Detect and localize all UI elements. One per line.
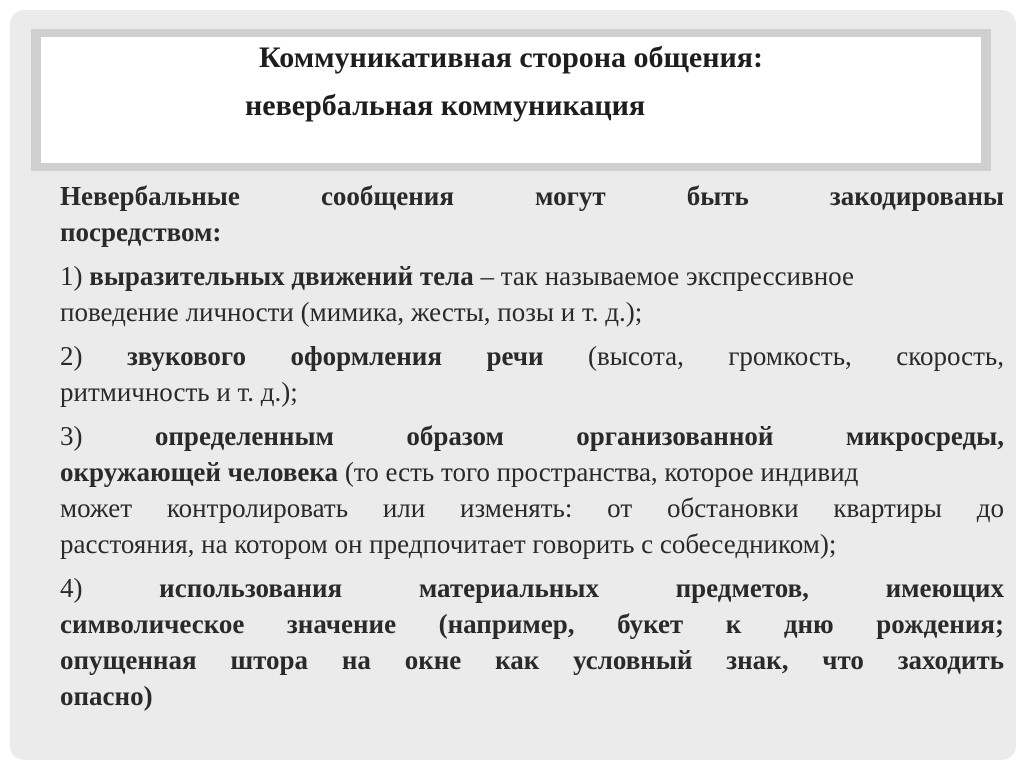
word: материальных (418, 573, 599, 603)
word: скорость, (896, 341, 1004, 371)
slide-body (60, 178, 1004, 722)
word: оформления (290, 341, 442, 371)
intro-line-1 (60, 178, 1004, 214)
item-4-line-4: опасно) (60, 681, 153, 711)
list-item-2 (60, 338, 1004, 410)
word: микросреды, (845, 421, 1004, 451)
word: контролировать (166, 493, 349, 523)
item-text: (то есть того пространства, которое индивид (338, 457, 859, 487)
word: громкость, (728, 341, 852, 371)
item-1-line-2: поведение личности (мимика, жесты, позы и т. д.); (60, 297, 643, 327)
word: предметов, (675, 573, 809, 603)
title-box (31, 29, 991, 171)
word: обстановки (666, 493, 799, 523)
word: квартиры (833, 493, 942, 523)
item-4-line-1 (60, 570, 1004, 606)
word: закодированы (829, 181, 1004, 211)
word: значение (286, 609, 397, 639)
word: на (341, 645, 371, 675)
word: использования (159, 573, 343, 603)
word: условный (573, 645, 693, 675)
item-number: 4) (60, 573, 83, 603)
word: заходить (897, 645, 1004, 675)
word: изменять: (460, 493, 573, 523)
word: символическое (60, 609, 245, 639)
title-line-2: невербальная коммуникация (245, 89, 646, 122)
word: быть (686, 181, 749, 211)
word: звукового (126, 341, 246, 371)
word: дню (783, 609, 834, 639)
word: может (60, 493, 132, 523)
word: сообщения (320, 181, 454, 211)
word: что (822, 645, 864, 675)
list-item-1 (60, 258, 1004, 330)
word: определенным (154, 421, 334, 451)
word: (например, (438, 609, 575, 639)
item-bold-text: окружающей человека (60, 457, 339, 487)
item-text: – так называемое экспрессивное (473, 261, 854, 291)
item-3-line-3 (60, 490, 1004, 526)
item-number: 2) (60, 341, 83, 371)
word: штора (230, 645, 309, 675)
word: речи (486, 341, 544, 371)
word: (высота, (588, 341, 684, 371)
word: знак, (726, 645, 789, 675)
item-3-line-2 (60, 454, 1004, 490)
word: Невербальные (60, 181, 240, 211)
word: имеющих (885, 573, 1004, 603)
word: к (725, 609, 742, 639)
title-inner (41, 37, 981, 163)
item-number: 3) (60, 421, 83, 451)
item-number: 1) (60, 261, 83, 291)
word: могут (535, 181, 606, 211)
word: от (607, 493, 633, 523)
word: или (382, 493, 426, 523)
word: образом (406, 421, 504, 451)
word: как (495, 645, 540, 675)
word: организованной (576, 421, 774, 451)
intro-line-2: посредством: (60, 217, 222, 247)
item-1-line-1 (60, 258, 1004, 294)
word: опущенная (60, 645, 197, 675)
list-item-3 (60, 418, 1004, 562)
word: окне (404, 645, 462, 675)
list-item-4 (60, 570, 1004, 714)
item-bold-text: выразительных движений тела (89, 261, 474, 291)
title-line-1: Коммуникативная сторона общения: (259, 41, 763, 74)
item-3-line-4: расстояния, на котором он предпочитает говорить с собеседником); (60, 529, 837, 559)
item-2-line-2: ритмичность и т. д.); (60, 377, 298, 407)
word: до (976, 493, 1004, 523)
intro-paragraph (60, 178, 1004, 250)
item-4-line-2 (60, 606, 1004, 642)
word: букет (617, 609, 684, 639)
item-4-line-3 (60, 642, 1004, 678)
word: рождения; (876, 609, 1004, 639)
item-3-line-1 (60, 418, 1004, 454)
item-2-line-1 (60, 338, 1004, 374)
